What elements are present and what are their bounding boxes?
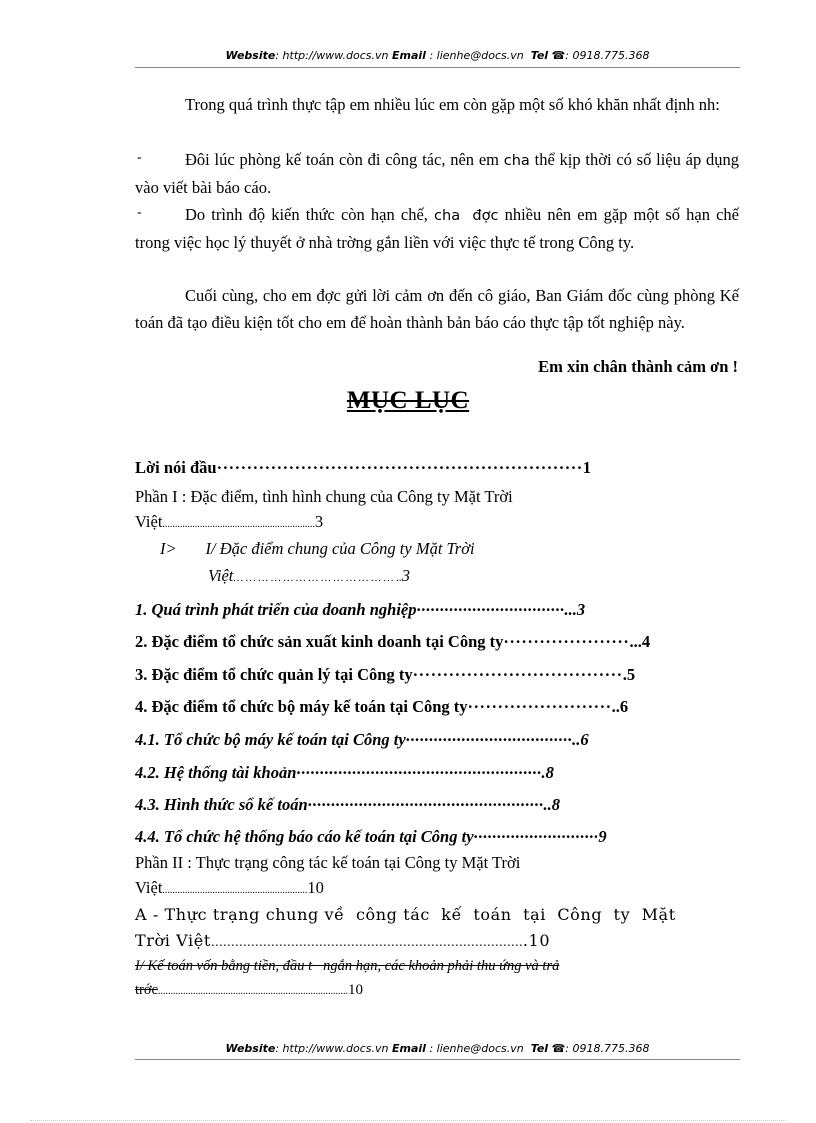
p2-text-a: Đôi lúc phòng kế toán còn đi công tác, nên em xyxy=(185,150,504,169)
toc-entry-part1-cont: Việt.............................................................3 xyxy=(135,512,324,531)
p3-alt-word-2: đợc xyxy=(472,208,499,224)
footer-email-value: : lienhe@docs.vn xyxy=(429,1042,524,1055)
p3-alt-word-1: cha xyxy=(434,208,461,224)
paragraph-4: Cuối cùng, cho em đợc gửi lời cảm ơn đến cô giáo, Ban Giám đốc cùng phòng Kế toán đã tạo điều kiện tốt cho em để hoàn thành bản báo cáo thực tập tốt nghiệp này. xyxy=(135,286,739,332)
toc-entry-3: 3. Đặc điểm tổ chức quản lý tại Công ty···································.5 xyxy=(135,665,636,684)
header-rule xyxy=(135,67,740,68)
toc-title: MỤC LỤC xyxy=(346,387,470,414)
footer-website-label: Website xyxy=(225,1042,276,1055)
toc-entry-2: 2. Đặc điểm tổ chức sản xuất kinh doanh tại Công ty·····················...4 xyxy=(135,632,651,651)
page-edge-rule xyxy=(30,1120,786,1121)
email-label: Email xyxy=(392,49,426,62)
toc-entry-i-cash: I/ Kế toán vốn bằng tiền, đầu t ngắn hạn, các khoản phải thu ứng và trả xyxy=(135,958,560,974)
toc-entry-4-3: 4.3. Hình thức sổ kế toán···················································..8 xyxy=(135,795,560,814)
email-value: : lienhe@docs.vn xyxy=(429,49,524,62)
toc-entry-part2: Phần II : Thực trạng công tác kế toán tại Công ty Mặt Trời xyxy=(135,853,521,872)
website-label: Website xyxy=(225,49,276,62)
toc-entry-4-4: 4.4. Tổ chức hệ thống báo cáo kế toán tại Công ty···························9 xyxy=(135,827,607,846)
toc-entry-a-cont: Trời Việt…………………………………………………………………….10 xyxy=(135,931,551,950)
toc-entry-part1: Phần I : Đặc điểm, tình hình chung của Công ty Mặt Trời xyxy=(135,487,513,506)
p3-text-b: nhiều nên em gặp một số hạn chế trong việc học lý thuyết ở nhà trờng gắn liền với việc thực tế trong Công ty. xyxy=(135,205,739,252)
p3-text-a: Do trình độ kiến thức còn hạn chế, xyxy=(185,205,435,224)
toc-entry-i-cash-cont: trớc............................................................................10 xyxy=(135,982,363,998)
toc-entry-4-1: 4.1. Tổ chức bộ máy kế toán tại Công ty····································..6 xyxy=(135,730,589,749)
toc-entry-4-2: 4.2. Hệ thống tài khoản·····················································.8 xyxy=(135,763,554,782)
page-footer xyxy=(135,1042,740,1055)
toc-entry-part2-cont: Việt..........................................................10 xyxy=(135,878,324,897)
tel-value: : 0918.775.368 xyxy=(565,49,650,62)
footer-tel-label: Tel xyxy=(530,1042,549,1055)
footer-website-value: : http://www.docs.vn xyxy=(275,1042,389,1055)
footer-email-label: Email xyxy=(392,1042,426,1055)
footer-tel-value: : 0918.775.368 xyxy=(565,1042,650,1055)
paragraph-2 xyxy=(135,147,739,201)
bullet-dash-1: - xyxy=(137,150,142,165)
website-value: : http://www.docs.vn xyxy=(275,49,389,62)
footer-rule xyxy=(135,1059,740,1060)
toc-entry-4: 4. Đặc điểm tổ chức bộ máy kế toán tại Công ty························..6 xyxy=(135,697,629,716)
toc-entry-a: A - Thực trạng chung về công tác kế toán tại Công ty Mặt xyxy=(135,905,676,924)
thanks-line: Em xin chân thành cảm ơn ! xyxy=(538,357,738,376)
footer-phone-icon: ☎ xyxy=(551,1042,566,1055)
page-header xyxy=(135,49,740,62)
toc-entry-section-i: I> I/ Đặc điểm chung của Công ty Mặt Trời xyxy=(160,539,475,558)
p2-text-b: thể kịp thời có số liệu áp dụng vào viết bài báo cáo. xyxy=(135,150,739,197)
tel-label: Tel xyxy=(530,49,549,62)
paragraph-3 xyxy=(135,202,739,256)
p2-alt-word: cha xyxy=(503,153,530,169)
toc-entry-1: 1. Quá trình phát triển của doanh nghiệp································...3 xyxy=(135,600,586,619)
toc-entry-section-i-cont: Việt… … … … … … … … … … … … … ..3 xyxy=(208,566,411,585)
bullet-dash-2: - xyxy=(137,205,142,220)
phone-icon: ☎ xyxy=(551,49,566,62)
paragraph-1: Trong quá trình thực tập em nhiều lúc em còn gặp một số khó khăn nhất định nh: xyxy=(185,95,720,114)
toc-entry-intro: Lời nói đầu·····························································1 xyxy=(135,458,592,477)
